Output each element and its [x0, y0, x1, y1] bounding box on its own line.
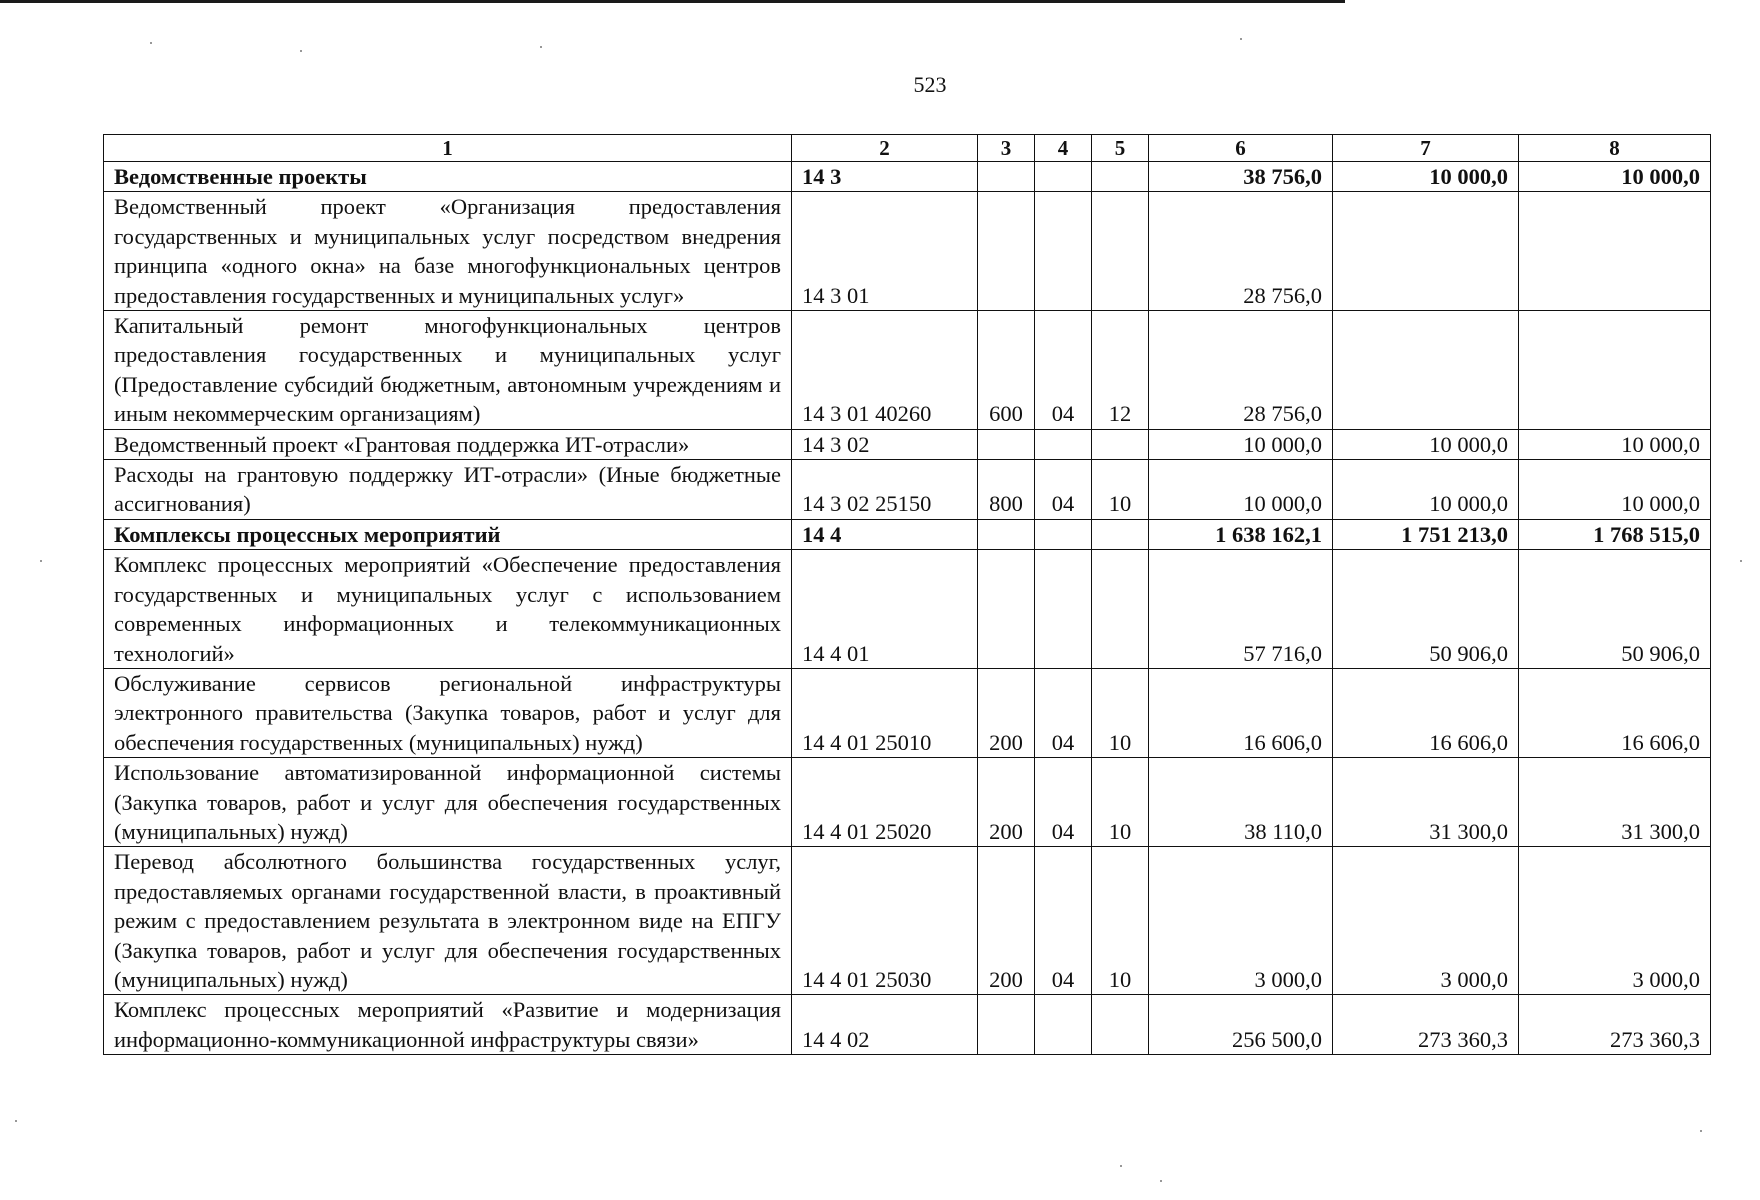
- scan-speck: [1700, 1130, 1702, 1132]
- table-row: [104, 847, 1711, 995]
- row-col5: 10: [1092, 460, 1149, 520]
- row-value-col6: 57 716,0: [1149, 550, 1333, 669]
- column-header: 5: [1092, 135, 1149, 162]
- row-value-col8: 3 000,0: [1519, 847, 1711, 995]
- row-col3: [978, 192, 1035, 311]
- row-value-col8: 273 360,3: [1519, 995, 1711, 1055]
- page-number: 523: [913, 72, 947, 97]
- scan-speck: [540, 46, 542, 48]
- row-value-col7: 10 000,0: [1333, 429, 1519, 459]
- table-row: [104, 311, 1711, 430]
- row-col4: 04: [1035, 460, 1092, 520]
- row-name: Капитальный ремонт многофункциональных центров предоставления государственных и муниципальных услуг (Предоставление субсидий бюджетным, автономным учреждениям и иным некоммерческим организациям): [104, 311, 792, 430]
- column-header: 8: [1519, 135, 1711, 162]
- row-value-col7: 3 000,0: [1333, 847, 1519, 995]
- row-col3: [978, 162, 1035, 192]
- row-name: Комплексы процессных мероприятий: [104, 519, 792, 549]
- row-col5: 12: [1092, 311, 1149, 430]
- row-code: 14 4 01 25010: [792, 668, 978, 757]
- row-value-col8: 10 000,0: [1519, 162, 1711, 192]
- table-row: [104, 550, 1711, 669]
- row-col4: [1035, 995, 1092, 1055]
- row-value-col7: [1333, 311, 1519, 430]
- table-row-section: [104, 162, 1711, 192]
- table-row: [104, 192, 1711, 311]
- scan-speck: [1740, 560, 1742, 562]
- row-col5: [1092, 192, 1149, 311]
- row-value-col6: 38 756,0: [1149, 162, 1333, 192]
- row-code: 14 3: [792, 162, 978, 192]
- row-col4: [1035, 429, 1092, 459]
- row-col4: [1035, 519, 1092, 549]
- row-value-col8: [1519, 192, 1711, 311]
- row-col5: [1092, 995, 1149, 1055]
- table-row: [104, 429, 1711, 459]
- top-border-line: [0, 0, 1345, 3]
- row-col5: 10: [1092, 668, 1149, 757]
- row-name: Ведомственные проекты: [104, 162, 792, 192]
- row-col3: [978, 429, 1035, 459]
- row-col3: [978, 995, 1035, 1055]
- table-row: [104, 460, 1711, 520]
- row-name: Комплекс процессных мероприятий «Обеспечение предоставления государственных и муниципальных услуг с использованием современных информационных и телекоммуникационных технологий»: [104, 550, 792, 669]
- row-col5: [1092, 550, 1149, 669]
- row-col3: 200: [978, 758, 1035, 847]
- row-value-col8: 50 906,0: [1519, 550, 1711, 669]
- row-name: Ведомственный проект «Организация предоставления государственных и муниципальных услуг посредством внедрения принципа «одного окна» на базе многофункциональных центров предоставления государственных и муниципальных услуг»: [104, 192, 792, 311]
- row-code: 14 3 01 40260: [792, 311, 978, 430]
- row-col3: 600: [978, 311, 1035, 430]
- table-row: [104, 758, 1711, 847]
- table-row: [104, 668, 1711, 757]
- row-value-col8: 10 000,0: [1519, 460, 1711, 520]
- row-value-col7: 50 906,0: [1333, 550, 1519, 669]
- row-value-col6: 10 000,0: [1149, 429, 1333, 459]
- row-code: 14 3 02: [792, 429, 978, 459]
- row-col4: 04: [1035, 668, 1092, 757]
- row-value-col7: 31 300,0: [1333, 758, 1519, 847]
- row-name: Перевод абсолютного большинства государственных услуг, предоставляемых органами государственной власти, в проактивный режим с предоставлением результата в электронном виде на ЕПГУ (Закупка товаров, работ и услуг для обеспечения государственных (муниципальных) нужд): [104, 847, 792, 995]
- row-value-col7: 16 606,0: [1333, 668, 1519, 757]
- row-value-col6: 28 756,0: [1149, 311, 1333, 430]
- row-col5: 10: [1092, 758, 1149, 847]
- table-row-section: [104, 519, 1711, 549]
- column-header: 6: [1149, 135, 1333, 162]
- row-col5: [1092, 162, 1149, 192]
- row-code: 14 3 02 25150: [792, 460, 978, 520]
- row-value-col6: 256 500,0: [1149, 995, 1333, 1055]
- row-col5: [1092, 429, 1149, 459]
- column-header: 2: [792, 135, 978, 162]
- row-value-col8: 16 606,0: [1519, 668, 1711, 757]
- scan-speck: [15, 1120, 17, 1122]
- row-col5: [1092, 519, 1149, 549]
- row-col3: [978, 519, 1035, 549]
- row-col4: 04: [1035, 311, 1092, 430]
- row-value-col6: 1 638 162,1: [1149, 519, 1333, 549]
- row-value-col8: 10 000,0: [1519, 429, 1711, 459]
- row-code: 14 4 01 25020: [792, 758, 978, 847]
- row-value-col8: 31 300,0: [1519, 758, 1711, 847]
- row-col4: [1035, 162, 1092, 192]
- row-value-col6: 16 606,0: [1149, 668, 1333, 757]
- column-header: 7: [1333, 135, 1519, 162]
- scan-speck: [1240, 38, 1242, 40]
- row-col5: 10: [1092, 847, 1149, 995]
- row-col3: 200: [978, 847, 1035, 995]
- scan-speck: [150, 42, 152, 44]
- row-value-col6: 28 756,0: [1149, 192, 1333, 311]
- row-name: Ведомственный проект «Грантовая поддержка ИТ-отрасли»: [104, 429, 792, 459]
- row-name: Использование автоматизированной информационной системы (Закупка товаров, работ и услуг для обеспечения государственных (муниципальных) нужд): [104, 758, 792, 847]
- row-code: 14 4 01: [792, 550, 978, 669]
- row-value-col7: 10 000,0: [1333, 162, 1519, 192]
- row-value-col8: [1519, 311, 1711, 430]
- row-value-col6: 3 000,0: [1149, 847, 1333, 995]
- column-header: 3: [978, 135, 1035, 162]
- row-value-col7: 273 360,3: [1333, 995, 1519, 1055]
- row-col3: 800: [978, 460, 1035, 520]
- budget-table: [103, 134, 1711, 1055]
- scan-speck: [1120, 1165, 1122, 1167]
- scan-speck: [40, 560, 42, 562]
- row-value-col8: 1 768 515,0: [1519, 519, 1711, 549]
- scan-speck: [300, 50, 302, 52]
- row-value-col6: 10 000,0: [1149, 460, 1333, 520]
- row-col3: 200: [978, 668, 1035, 757]
- table-header-row: [104, 135, 1711, 162]
- row-col4: 04: [1035, 847, 1092, 995]
- row-code: 14 4: [792, 519, 978, 549]
- row-col4: [1035, 192, 1092, 311]
- row-value-col7: 10 000,0: [1333, 460, 1519, 520]
- row-code: 14 3 01: [792, 192, 978, 311]
- row-col4: 04: [1035, 758, 1092, 847]
- row-code: 14 4 01 25030: [792, 847, 978, 995]
- row-name: Комплекс процессных мероприятий «Развитие и модернизация информационно-коммуникационной инфраструктуры связи»: [104, 995, 792, 1055]
- row-code: 14 4 02: [792, 995, 978, 1055]
- row-value-col6: 38 110,0: [1149, 758, 1333, 847]
- row-name: Расходы на грантовую поддержку ИТ-отрасли» (Иные бюджетные ассигнования): [104, 460, 792, 520]
- row-name: Обслуживание сервисов региональной инфраструктуры электронного правительства (Закупка товаров, работ и услуг для обеспечения государственных (муниципальных) нужд): [104, 668, 792, 757]
- row-col4: [1035, 550, 1092, 669]
- row-value-col7: [1333, 192, 1519, 311]
- row-col3: [978, 550, 1035, 669]
- column-header: 1: [104, 135, 792, 162]
- table-row: [104, 995, 1711, 1055]
- scan-speck: [1160, 1180, 1162, 1182]
- row-value-col7: 1 751 213,0: [1333, 519, 1519, 549]
- column-header: 4: [1035, 135, 1092, 162]
